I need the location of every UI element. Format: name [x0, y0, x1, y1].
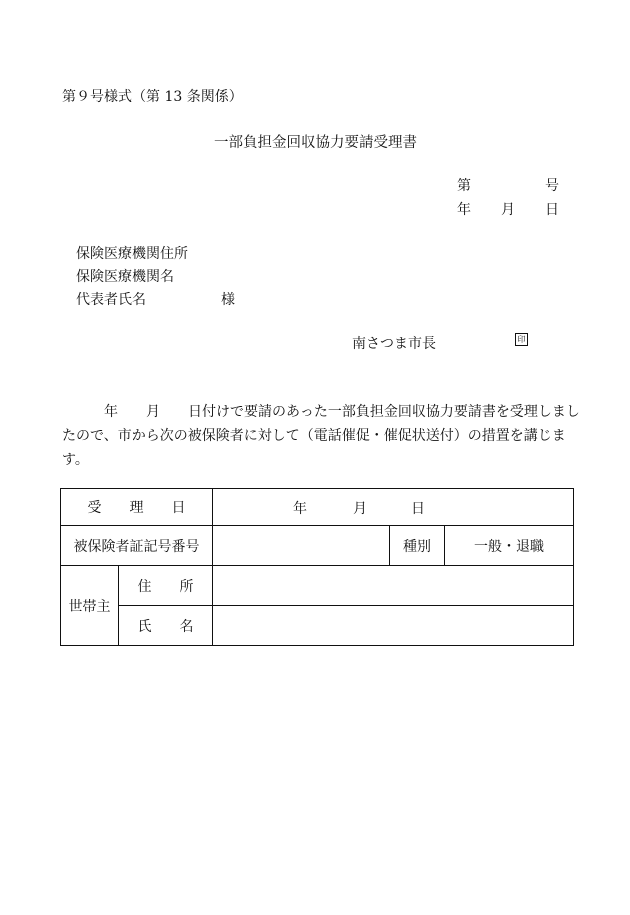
- receipt-day: 日: [411, 501, 425, 517]
- receipt-date-value: [213, 489, 574, 526]
- address-field: [213, 566, 574, 606]
- category-value: 一般・退職: [445, 526, 574, 566]
- body-indent: [62, 404, 104, 420]
- receipt-year: 年: [293, 501, 307, 517]
- body-gap-1: [118, 404, 146, 420]
- issue-day: 日: [545, 202, 559, 218]
- body-paragraph: [62, 400, 582, 472]
- body-year: 年: [104, 404, 118, 420]
- address-label: 住 所: [119, 566, 213, 606]
- insured-number-label: 被保険者証記号番号: [61, 526, 213, 566]
- name-row: [61, 606, 574, 646]
- reference-go: 号: [545, 178, 559, 194]
- receipt-date-label: 受 理 日: [61, 489, 213, 526]
- name-label: 氏 名: [119, 606, 213, 646]
- receipt-info-table: [60, 488, 574, 646]
- receipt-month: 月: [353, 501, 367, 517]
- category-label: 種別: [390, 526, 445, 566]
- mayor-title: 南さつま市長: [352, 336, 436, 352]
- issue-month: 月: [501, 202, 515, 218]
- issue-year: 年: [457, 202, 471, 218]
- reference-dai: 第: [457, 178, 471, 194]
- body-month: 月: [146, 404, 160, 420]
- document-title: 一部負担金回収協力要請受理書: [214, 135, 417, 151]
- name-field: [213, 606, 574, 646]
- body-main-text: 日付けで要請のあった一部負担金回収協力要請書を受理しましたので、市から次の被保険者に対して（電話催促・催促状送付）の措置を講じます。: [62, 404, 580, 468]
- institution-address-label: 保険医療機関住所: [76, 246, 188, 262]
- address-row: [61, 566, 574, 606]
- honorific-sama: 様: [221, 292, 235, 308]
- receipt-date-row: [61, 489, 574, 526]
- household-head-label: 世帯主: [61, 566, 119, 646]
- insured-number-row: [61, 526, 574, 566]
- representative-name-label: 代表者氏名: [76, 292, 146, 308]
- institution-name-label: 保険医療機関名: [76, 269, 174, 285]
- body-gap-2: [160, 404, 188, 420]
- seal-mark: 印: [515, 333, 528, 346]
- insured-number-field: [213, 526, 390, 566]
- form-number: 第９号様式（第 13 条関係）: [62, 89, 243, 105]
